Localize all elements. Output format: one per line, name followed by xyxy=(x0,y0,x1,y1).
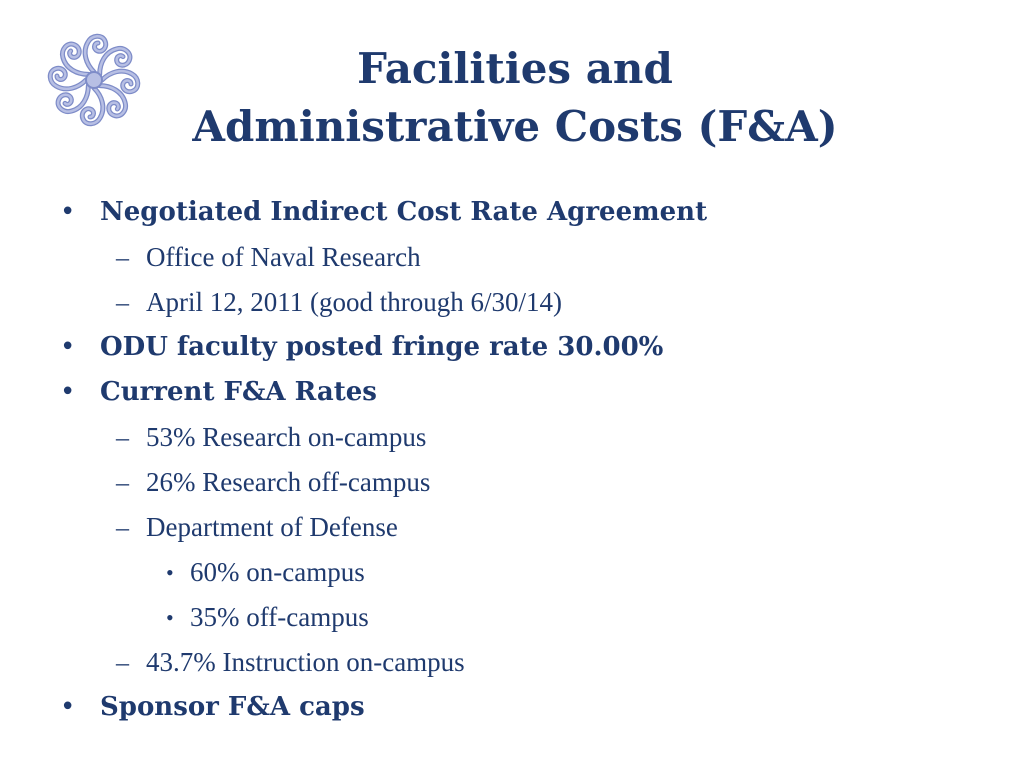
small-bullet-marker: • xyxy=(166,605,174,630)
bullet-text: Current F&A Rates xyxy=(100,377,377,407)
sub-bullet-item xyxy=(58,235,978,280)
bullet-marker: • xyxy=(60,332,76,362)
sub-bullet-item xyxy=(58,280,978,325)
title-line-2: Administrative Costs (F&A) xyxy=(192,102,838,151)
sub-bullet-text: Office of Naval Research xyxy=(146,242,421,272)
dash-marker: – xyxy=(116,243,129,272)
sub-sub-bullet-text: 60% on-campus xyxy=(190,557,365,587)
bullet-item xyxy=(58,685,978,730)
sub-bullet-text: 26% Research off-campus xyxy=(146,467,431,497)
slide-title xyxy=(120,40,910,156)
bullet-list xyxy=(58,190,978,730)
bullet-item xyxy=(58,325,978,370)
sub-sub-bullet-item xyxy=(58,595,978,640)
dash-marker: – xyxy=(116,423,129,452)
dash-marker: – xyxy=(116,288,129,317)
sub-bullet-item xyxy=(58,640,978,685)
dash-marker: – xyxy=(116,468,129,497)
sub-bullet-item xyxy=(58,460,978,505)
bullet-text: Negotiated Indirect Cost Rate Agreement xyxy=(100,197,708,227)
bullet-text: ODU faculty posted fringe rate 30.00% xyxy=(100,332,664,362)
sub-bullet-text: 43.7% Instruction on-campus xyxy=(146,647,465,677)
bullet-marker: • xyxy=(60,692,76,722)
bullet-marker: • xyxy=(60,377,76,407)
sub-bullet-text: Department of Defense xyxy=(146,512,398,542)
dash-marker: – xyxy=(116,648,129,677)
sub-bullet-item xyxy=(58,505,978,550)
sub-sub-bullet-text: 35% off-campus xyxy=(190,602,369,632)
bullet-marker: • xyxy=(60,197,76,227)
sub-bullet-text: April 12, 2011 (good through 6/30/14) xyxy=(146,287,562,317)
dash-marker: – xyxy=(116,513,129,542)
bullet-item xyxy=(58,370,978,415)
small-bullet-marker: • xyxy=(166,560,174,585)
bullet-item xyxy=(58,190,978,235)
sub-bullet-text: 53% Research on-campus xyxy=(146,422,427,452)
logo-center xyxy=(86,72,102,88)
sub-bullet-item xyxy=(58,415,978,460)
title-line-1: Facilities and xyxy=(357,44,673,93)
sub-sub-bullet-item xyxy=(58,550,978,595)
bullet-text: Sponsor F&A caps xyxy=(100,692,365,722)
